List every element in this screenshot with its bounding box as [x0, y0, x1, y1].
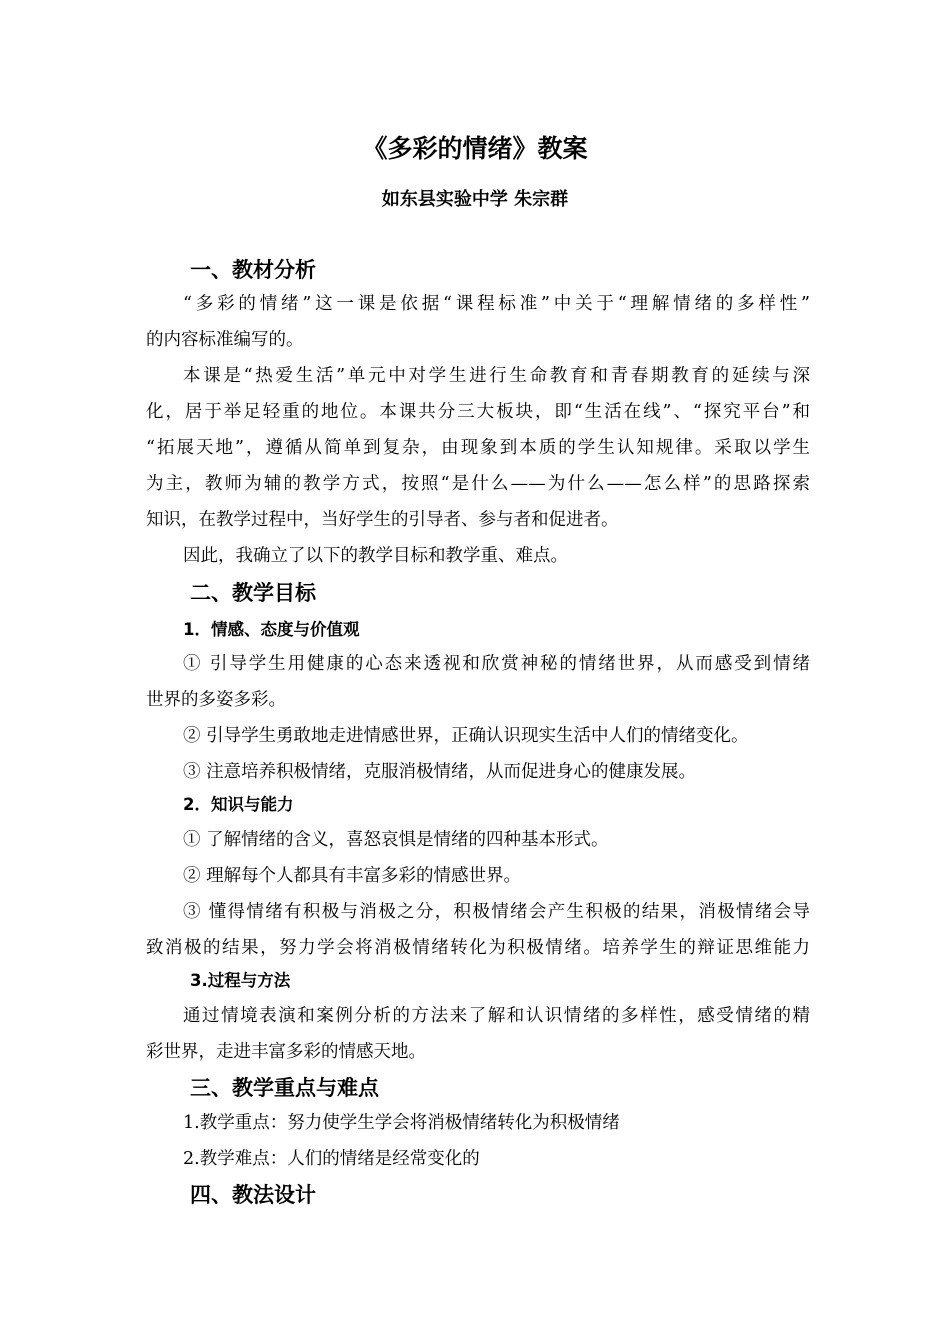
paragraph-line: 的内容标准编写的。: [146, 330, 304, 350]
paragraph-line: 彩世界，走进丰富多彩的情感天地。: [146, 1042, 426, 1062]
list-item: 2.教学难点：人们的情绪是经常变化的: [183, 1149, 480, 1169]
list-item-line: 致消极的结果，努力学会将消极情绪转化为积极情绪。培养学生的辩证思维能力: [146, 938, 810, 958]
paragraph-line: 为主，教师为辅的教学方式，按照“是什么——为什么——怎么样”的思路探索: [146, 474, 810, 494]
section-heading-1: 一、教材分析: [190, 258, 316, 282]
paragraph-line: “拓展天地”，遵循从简单到复杂，由现象到本质的学生认知规律。采取以学生: [146, 438, 810, 458]
paragraph-line: 化，居于举足轻重的地位。本课共分三大板块，即“生活在线”、“探究平台”和: [146, 402, 810, 422]
subsection-heading: 1．情感、态度与价值观: [183, 620, 360, 639]
subsection-heading: 2．知识与能力: [183, 795, 294, 814]
subsection-heading: 3.过程与方法: [190, 971, 291, 990]
list-item: ① 了解情绪的含义，喜怒哀惧是情绪的四种基本形式。: [183, 830, 609, 850]
list-item: ② 理解每个人都具有丰富多彩的情感世界。: [183, 866, 522, 886]
section-heading-4: 四、教法设计: [190, 1183, 316, 1207]
section-heading-2: 二、教学目标: [190, 581, 316, 605]
author-line: 如东县实验中学 朱宗群: [381, 189, 569, 210]
list-item: ② 引导学生勇敢地走进情感世界，正确认识现实生活中人们的情绪变化。: [183, 726, 749, 746]
paragraph-line: 知识，在教学过程中，当好学生的引导者、参与者和促进者。: [146, 510, 619, 530]
section-heading-3: 三、教学重点与难点: [190, 1076, 379, 1100]
list-item-line: ③ 懂得情绪有积极与消极之分，积极情绪会产生积极的结果，消极情绪会导: [183, 902, 810, 922]
list-item: ③ 注意培养积极情绪，克服消极情绪，从而促进身心的健康发展。: [183, 762, 697, 782]
paragraph-line: 因此，我确立了以下的教学目标和教学重、难点。: [183, 546, 568, 566]
document-title: 《多彩的情绪》教案: [362, 134, 588, 163]
list-item-line: ① 引导学生用健康的心态来透视和欣赏神秘的情绪世界，从而感受到情绪: [183, 654, 810, 674]
paragraph-line: 通过情境表演和案例分析的方法来了解和认识情绪的多样性，感受情绪的精: [183, 1006, 810, 1026]
list-item-line: 世界的多姿多彩。: [146, 690, 286, 710]
paragraph-line: “多彩的情绪”这一课是依据“课程标准”中关于“理解情绪的多样性”: [183, 294, 810, 314]
list-item: 1.教学重点：努力使学生学会将消极情绪转化为积极情绪: [183, 1113, 620, 1133]
paragraph-line: 本课是“热爱生活”单元中对学生进行生命教育和青春期教育的延续与深: [183, 366, 810, 386]
